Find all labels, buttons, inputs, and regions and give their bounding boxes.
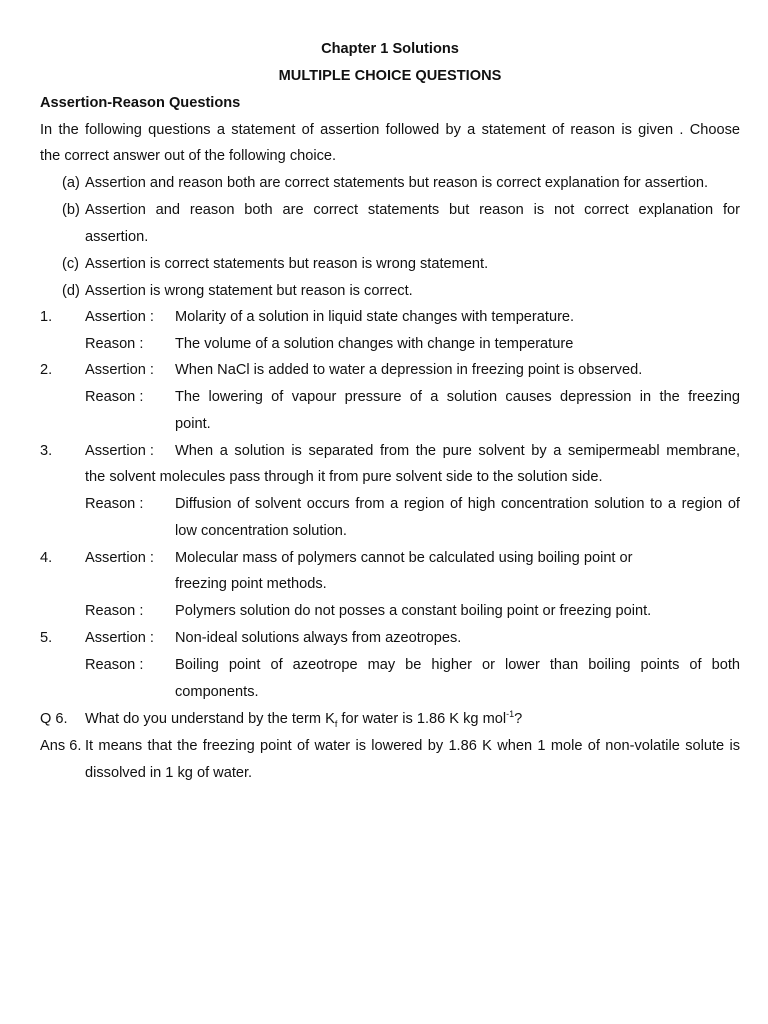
reason-label: Reason :	[85, 336, 144, 352]
unit-superscript: -1	[506, 709, 515, 720]
reason-label: Reason :	[85, 657, 144, 673]
reason-text: Polymers solution do not posses a constant boiling point or freezing point.	[175, 603, 652, 619]
assertion-text: Non-ideal solutions always from azeotropes.	[175, 630, 462, 646]
assertion-text: When a solution is separated from the pure solvent by a semipermeabl membrane,	[175, 443, 740, 459]
reason-text-cont: low concentration solution.	[175, 523, 347, 539]
question-number: 3.	[40, 443, 53, 459]
assertion-text: When NaCl is added to water a depression in freezing point is observed.	[175, 362, 643, 378]
assertion-text-cont: freezing point methods.	[175, 576, 327, 592]
choice-text: Assertion and reason both are correct statements but reason is not correct explanation for	[85, 202, 740, 218]
reason-label: Reason :	[85, 496, 144, 512]
question-number: 1.	[40, 309, 53, 325]
assertion-label: Assertion :	[85, 362, 154, 378]
reason-text: Boiling point of azeotrope may be higher or lower than boiling points of both	[175, 657, 740, 673]
choice-text-cont: assertion.	[85, 229, 149, 245]
answer-text: It means that the freezing point of water is lowered by 1.86 K when 1 mole of non-volatile solute is	[85, 738, 740, 754]
question-text-part: ?	[514, 711, 523, 727]
question-number: 4.	[40, 550, 53, 566]
chapter-title: Chapter 1 Solutions	[321, 41, 459, 57]
answer-label: Ans 6.	[40, 738, 82, 754]
question-text-part: for water is 1.86 K kg mol	[337, 711, 507, 727]
choice-label: (b)	[62, 202, 80, 218]
section-title: MULTIPLE CHOICE QUESTIONS	[278, 68, 502, 84]
assertion-label: Assertion :	[85, 309, 154, 325]
question-number: 5.	[40, 630, 53, 646]
reason-text: The volume of a solution changes with change in temperature	[175, 336, 574, 352]
reason-label: Reason :	[85, 603, 144, 619]
intro-line-2: the correct answer out of the following choice.	[40, 148, 337, 164]
reason-text: Diffusion of solvent occurs from a region of high concentration solution to a region of	[175, 496, 740, 512]
question-number: 2.	[40, 362, 53, 378]
assertion-label: Assertion :	[85, 443, 154, 459]
assertion-text: Molarity of a solution in liquid state changes with temperature.	[175, 309, 575, 325]
question-text-part: What do you understand by the term K	[85, 711, 335, 727]
question-label: Q 6.	[40, 711, 68, 727]
answer-text-cont: dissolved in 1 kg of water.	[85, 765, 253, 781]
reason-label: Reason :	[85, 389, 144, 405]
choice-label: (a)	[62, 175, 80, 191]
choice-label: (c)	[62, 256, 80, 272]
choice-text: Assertion and reason both are correct statements but reason is correct explanation for assertion.	[85, 175, 708, 191]
choice-label: (d)	[62, 283, 80, 299]
assertion-text-cont: the solvent molecules pass through it from pure solvent side to the solution side.	[85, 469, 603, 485]
subsection-title: Assertion-Reason Questions	[40, 95, 241, 111]
assertion-label: Assertion :	[85, 550, 154, 566]
choice-text: Assertion is wrong statement but reason is correct.	[85, 283, 413, 299]
kf-subscript: f	[334, 718, 338, 729]
reason-text-cont: components.	[175, 684, 259, 700]
choice-text: Assertion is correct statements but reason is wrong statement.	[85, 256, 489, 272]
question-text	[85, 710, 522, 728]
assertion-label: Assertion :	[85, 630, 154, 646]
reason-text-cont: point.	[175, 416, 211, 432]
reason-text: The lowering of vapour pressure of a solution causes depression in the freezing	[175, 389, 740, 405]
assertion-text: Molecular mass of polymers cannot be calculated using boiling point or	[175, 550, 633, 566]
intro-line-1: In the following questions a statement of assertion followed by a statement of reason is given . Choose	[40, 122, 740, 138]
